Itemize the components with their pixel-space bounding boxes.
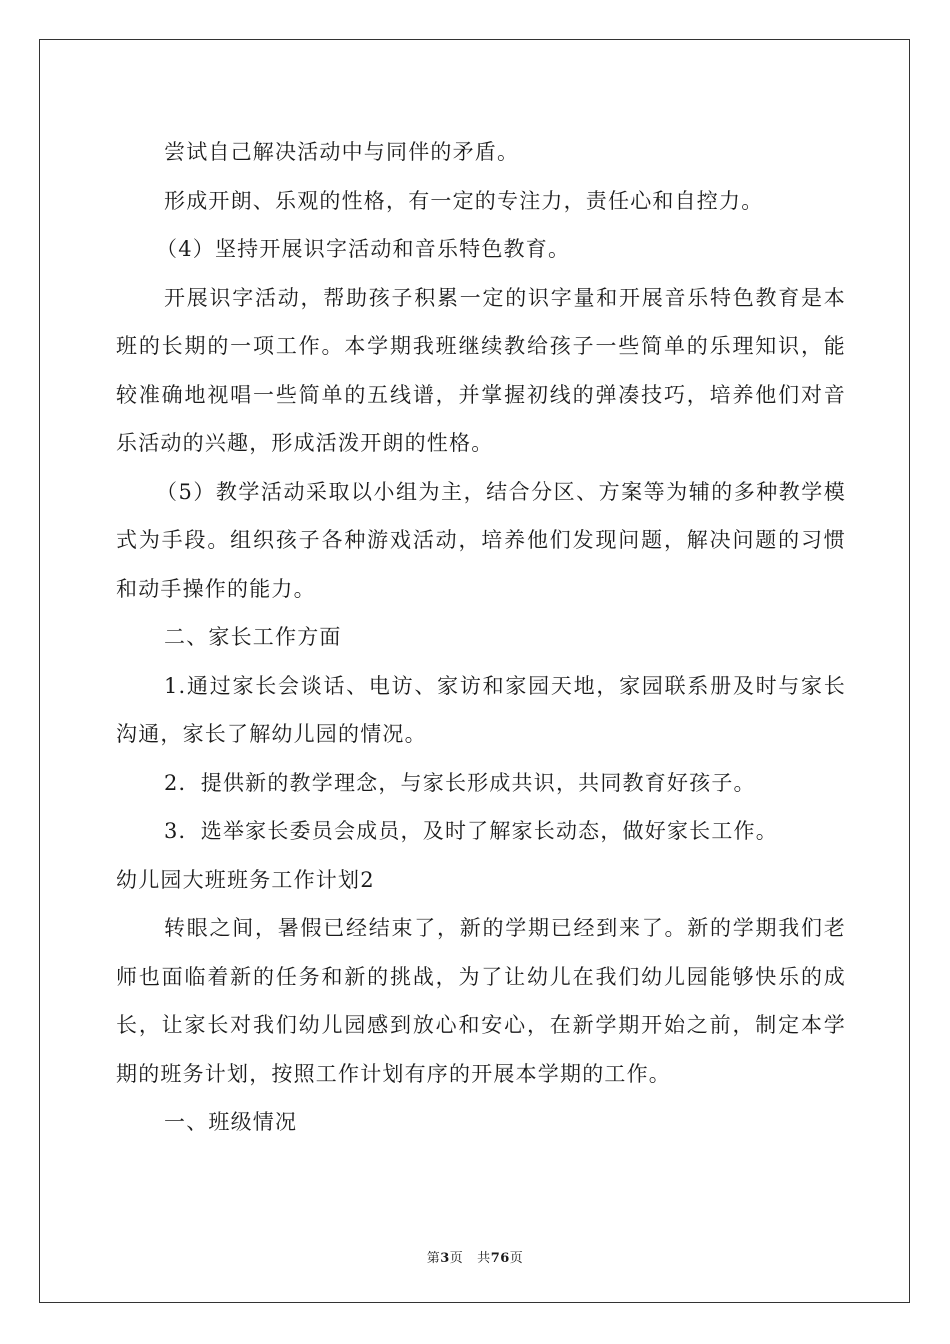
footer-page-number: 3: [440, 1251, 450, 1266]
document-title: 幼儿园大班班务工作计划2: [116, 867, 375, 892]
paragraph: 3．选举家长委员会成员，及时了解家长动态，做好家长工作。: [164, 819, 778, 843]
footer-prefix: 第: [426, 1251, 441, 1266]
paragraph: （5）教学活动采取以小组为主，结合分区、方案等为辅的多种教学模式为手段。组织孩子各种游戏活动，培养他们发现问题，解决问题的习惯和动手操作的能力。: [116, 479, 846, 601]
paragraph: 尝试自己解决活动中与同伴的矛盾。: [164, 140, 520, 164]
footer-total-pages: 76: [490, 1251, 510, 1266]
document-body: [116, 128, 846, 1147]
paragraph: 开展识字活动，帮助孩子积累一定的识字量和开展音乐特色教育是本班的长期的一项工作。本学期我班继续教给孩子一些简单的乐理知识，能较准确地视唱一些简单的五线谱，并掌握初线的弹凑技巧，培养他们对音乐活动的兴趣，形成活泼开朗的性格。: [116, 285, 846, 455]
footer-total-suffix: 页: [509, 1251, 524, 1266]
paragraph: 形成开朗、乐观的性格，有一定的专注力，责任心和自控力。: [164, 188, 764, 213]
section-heading: 一、班级情况: [164, 1110, 298, 1134]
page-footer: [0, 1247, 950, 1266]
paragraph: 2．提供新的教学理念，与家长形成共识，共同教育好孩子。: [164, 770, 756, 795]
footer-page-suffix: 页: [449, 1251, 464, 1266]
paragraph: 转眼之间，暑假已经结束了，新的学期已经到来了。新的学期我们老师也面临着新的任务和新的挑战，为了让幼儿在我们幼儿园能够快乐的成长，让家长对我们幼儿园感到放心和安心，在新学期开始之前，制定本学期的班务计划，按照工作计划有序的开展本学期的工作。: [116, 916, 846, 1086]
paragraph: 1.通过家长会谈话、电访、家访和家园天地，家园联系册及时与家长沟通，家长了解幼儿园的情况。: [116, 673, 846, 746]
section-heading: 二、家长工作方面: [164, 625, 342, 649]
footer-total-prefix: 共: [477, 1251, 491, 1266]
paragraph: （4）坚持开展识字活动和音乐特色教育。: [156, 237, 571, 261]
